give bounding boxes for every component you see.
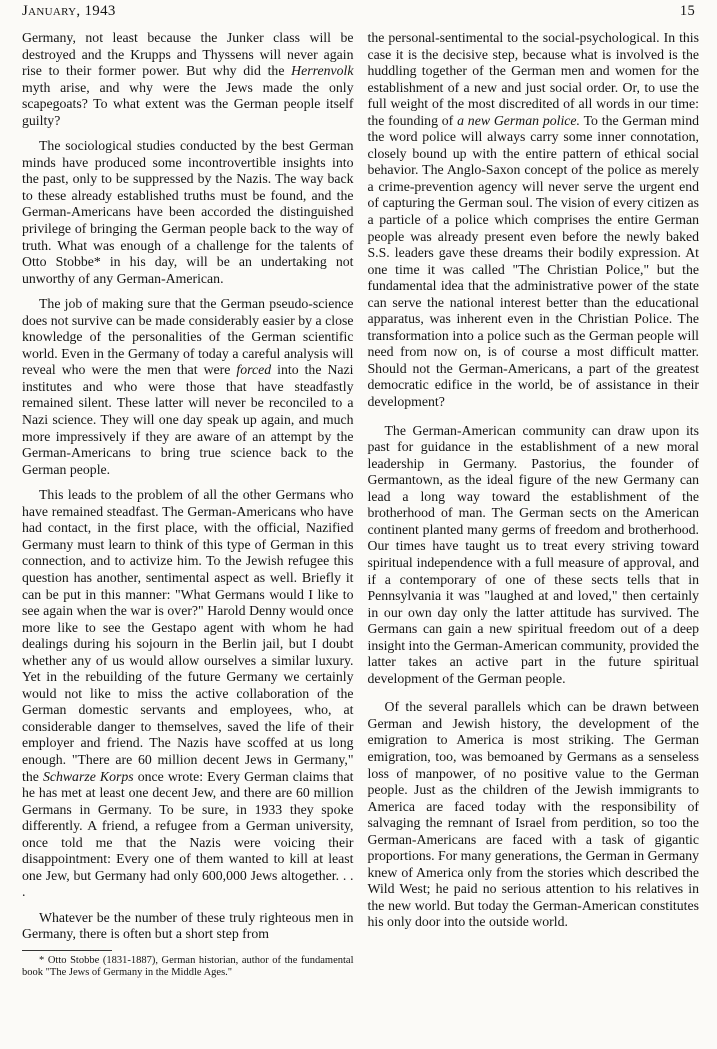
page-number: 15 (679, 3, 695, 19)
text-run: once wrote: Every German claims that he has met at least one decent Jew, and there are 60 million Germans in Germany. To be sure, in 1933 they spoke differently. A friend, a refugee from a German university, once told me that the Nazis were voicing their disappointment: Every one of them wanted to kill at least one Jew, but Germany had only 600,000 Jews altogether. . . . (22, 768, 354, 900)
paragraph: Of the several parallels which can be drawn between German and Jewish history, the development of the emigration to America is most striking. The German emigration, too, was bemoaned by Germans as a senseless loss of manpower, of no positive value to the German people. Just as the children of the Jewish immigrants to America are faced today with the responsibility of salvaging the remnant of Israel from perdition, so too the German-Americans are faced with a task of gigantic proportions. For many generations, the German in Germany knew of America only from the stories which described the Wild West; he paid no serious attention to his relatives in the new world. But today the German-American constitutes his only door into the outside world. (367, 699, 699, 930)
text-run: Germany, not least because the Junker class will be destroyed and the Krupps and Thyssens will never again rise to their former power. But why did the (22, 30, 354, 79)
emphasis-text: Herrenvolk (291, 63, 354, 79)
page-header (22, 3, 695, 21)
text-run: This leads to the problem of all the other Germans who have remained steadfast. The German-Americans who have had contact, in the first place, with the official, Nazified Germany must learn to think of this type of German in this connection, and to activize him. To the Jewish refugee this question has another, sentimental aspect as well. Briefly it can be put in this manner: "What Germans would I like to see again when the war is over?" Harold Denny would once more like to see the Gestapo agent with whom he had dealings during his sojourn in the Berlin jail, but I doubt whether any of us would allow ourselves a similar luxury. Yet in the rebuilding of the future Germany we certainly would not like to miss the active collaboration of the German domestic servants and employees, who, at considerable danger to themselves, saved the life of their employer and friend. The Nazis have scoffed at us long enough. "There are 60 million decent Jews in Germany," the (22, 487, 354, 784)
paragraph (22, 296, 354, 478)
footnote-divider (22, 950, 112, 951)
paragraph: The sociological studies conducted by the best German minds have produced some incontrovertible insights into the past, only to be suppressed by the Nazis. The way back to these already established truths must be found, and the German-Americans have been accorded the distinguished privilege of bringing the German people back to the way of truth. What was enough of a challenge for the talents of Otto Stobbe* in his day, will be an undertaking not unworthy of any German-American. (22, 138, 354, 286)
emphasis-text: a new German police. (457, 112, 581, 128)
paragraph: The German-American community can draw upon its past for guidance in the establishment of a new moral leadership in Germany. Pastorius, the founder of Germantown, as the ideal figure of the new Germany can lead a long way toward the establishment of the brotherhood of man. The German sects on the American continent planted many germs of freedom and brotherhood. Our times have taught us to treat every striving toward spiritual independence with a full measure of approval, and if a contemporary of one of these sects tells that in Pennsylvania it was "laughed at and loved," then certainly in our own day only the latter attitude has survived. The Germans can gain a new spiritual freedom out of a deep insight into the German-American community, provided the latter takes an active part in the future spiritual development of the German people. (367, 422, 699, 686)
text-run: To the German mind the word police will always carry some inner connotation, closely bound up with the entire pattern of ethical social behavior. The Anglo-Saxon concept of the police as merely a crime-prevention agency will never serve the urgent end of capturing the German soul. The vision of every citizen as a particle of a police which comprises the entire German people was already present even before the newly baked S.S. leaders gave these dreams their bodily expression. At one time it was called "The Christian Police," but the fundamental idea that the administrative power of the state can serve the national interest better than the educational apparatus, was inherent even in the Christian Police. The transformation into a police such as the German people will need from now on, is of course a most difficult matter. Should not the German-Americans, a part of the greatest democratic edifice in the world, be of assistance in their development? (367, 112, 699, 410)
emphasis-text: forced (236, 362, 272, 378)
emphasis-text: Schwarze Korps (42, 768, 134, 784)
paragraph (368, 30, 700, 411)
paragraph (22, 487, 354, 901)
text-run: myth arise, and why were the Jews made the only scapegoats? To what extent was the German people itself guilty? (22, 79, 354, 128)
header-date: January, 1943 (22, 3, 116, 19)
footnote: * Otto Stobbe (1831-1887), German historian, author of the fundamental book "The Jews of Germany in the Middle Ages." (22, 954, 354, 978)
paragraph (22, 30, 354, 129)
left-column (22, 30, 354, 979)
text-run: the personal-sentimental to the social-psychological. In this case it is the decisive step, because what is involved is the huddling together of the German men and women for the establishment of a new and just social order. Or, to use the full weight of the most discredited of all words in our time: the founding of (367, 30, 699, 128)
two-column-body (22, 30, 699, 979)
text-run: into the Nazi institutes and who were those that have steadfastly remained silent. These latter will never be reconciled to a Nazi science. They will one day speak up again, and much more impressively if they are aware of an attempt by the German-Americans to bring true science back to the German people. (22, 362, 354, 477)
text-run: The job of making sure that the German pseudo-science does not survive can be made considerably easier by a close knowledge of the personalities of the German scientific world. Even in the Germany of today a careful analysis will reveal who were the men that were (22, 296, 354, 378)
paragraph: Whatever be the number of these truly righteous men in Germany, there is often but a short step from (22, 909, 354, 942)
right-column (368, 30, 700, 979)
